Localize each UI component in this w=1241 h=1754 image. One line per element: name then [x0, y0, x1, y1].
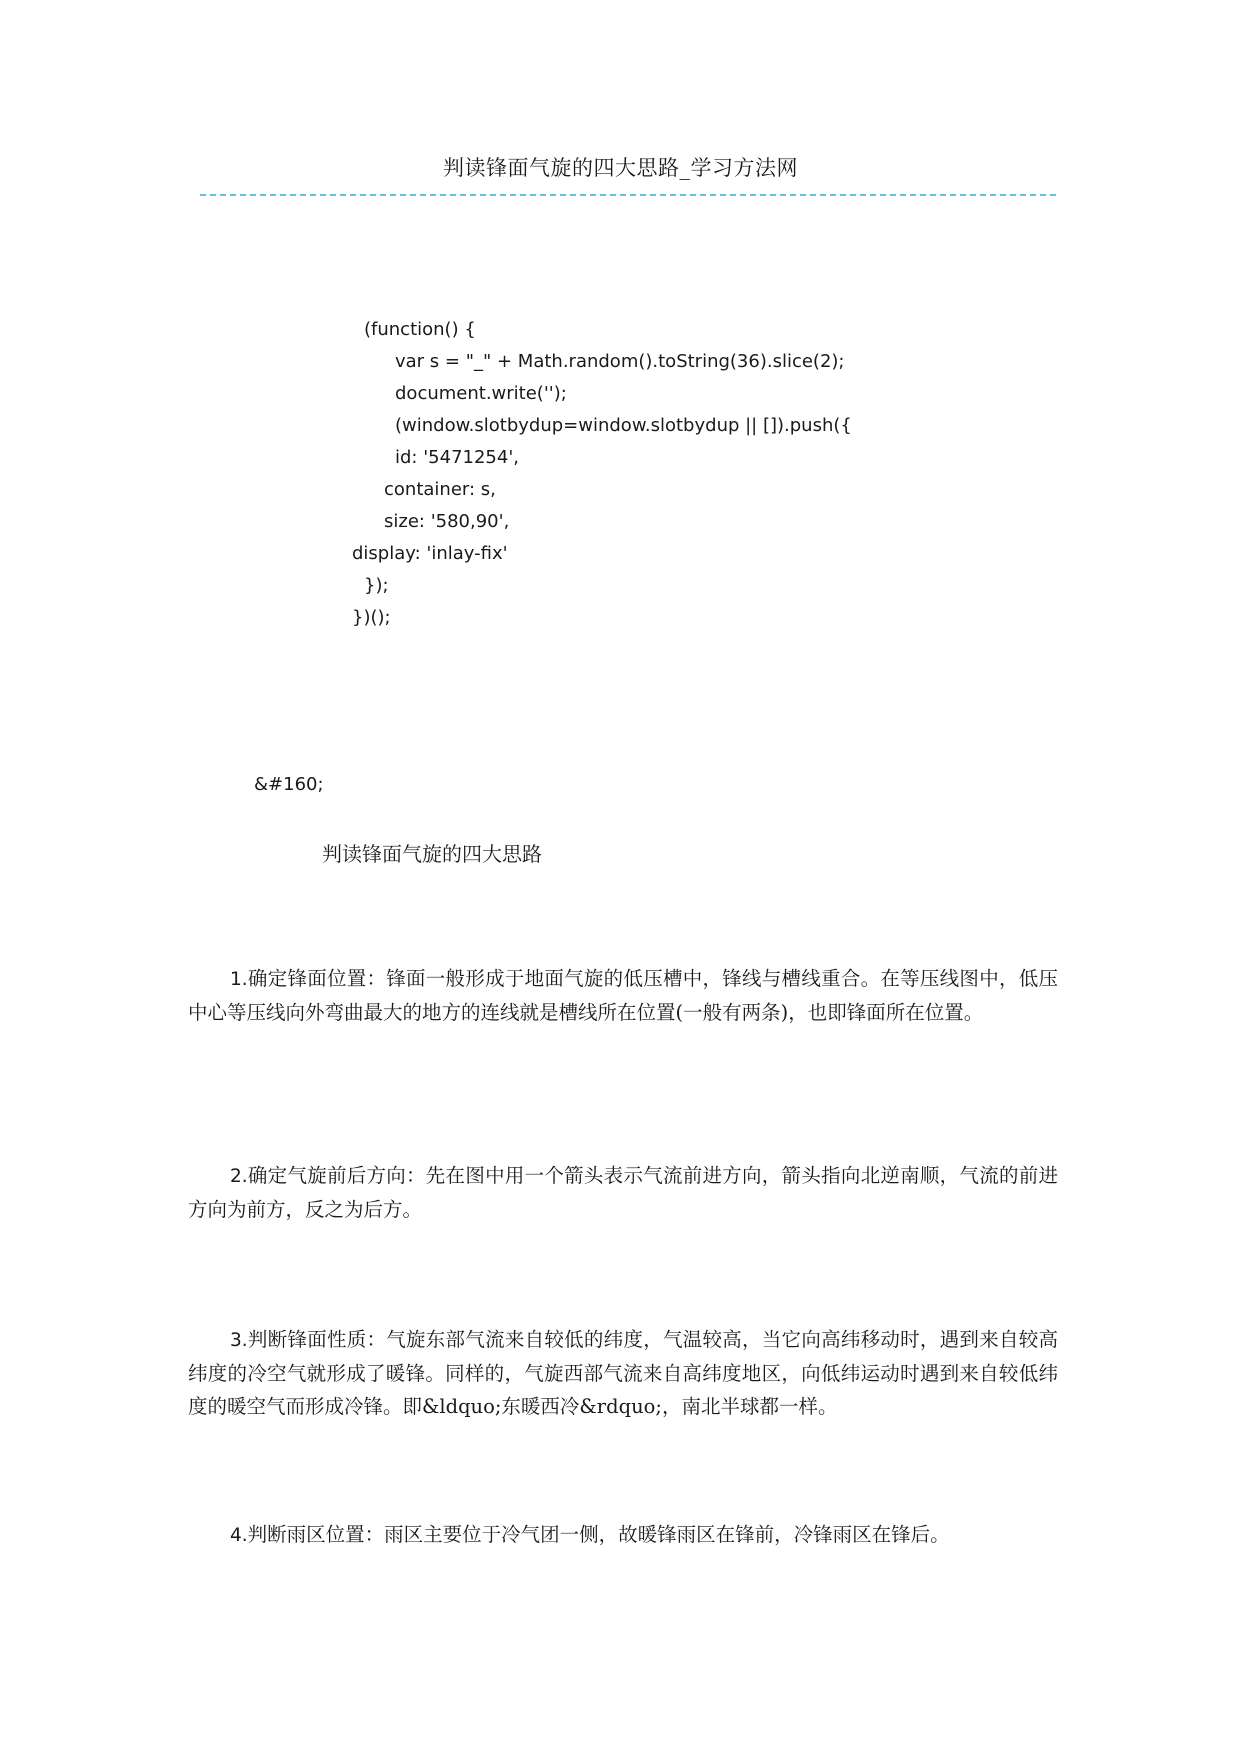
paragraph-text: 确定锋面位置：锋面一般形成于地面气旋的低压槽中，锋线与槽线重合。在等压线图中，低压中心等压线向外弯曲最大的地方的连线就是槽线所在位置(一般有两条)，也即锋面所在位置。 [188, 967, 1058, 1024]
code-line: document.write(''); [395, 383, 567, 404]
code-line: (function() { [364, 319, 476, 340]
paragraph-number: 1. [230, 969, 248, 990]
paragraph-4 [188, 1518, 1058, 1552]
code-line: display: 'inlay-fix' [352, 543, 508, 564]
code-line: var s = "_" + Math.random().toString(36).slice(2); [395, 351, 845, 372]
article-subheading: 判读锋面气旋的四大思路 [322, 842, 542, 866]
paragraph-2 [188, 1159, 1058, 1226]
code-line: id: '5471254', [395, 447, 519, 468]
code-line: size: '580,90', [384, 511, 510, 532]
paragraph-3 [188, 1323, 1058, 1423]
paragraph-number: 2. [230, 1166, 248, 1187]
code-line: (window.slotbydup=window.slotbydup || []).push({ [395, 415, 852, 436]
paragraph-text: 判断锋面性质：气旋东部气流来自较低的纬度，气温较高，当它向高纬移动时，遇到来自较高纬度的冷空气就形成了暖锋。同样的，气旋西部气流来自高纬度地区，向低纬运动时遇到来自较低纬度的暖空气而形成冷锋。即&ldquo;东暖西冷&rdquo;，南北半球都一样。 [188, 1328, 1058, 1418]
html-entity-text: &#160; [254, 774, 324, 795]
paragraph-text: 判断雨区位置：雨区主要位于冷气团一侧，故暖锋雨区在锋前，冷锋雨区在锋后。 [247, 1523, 950, 1546]
code-line: container: s, [384, 479, 496, 500]
code-line: }); [364, 575, 389, 596]
paragraph-number: 3. [230, 1330, 248, 1351]
paragraph-1 [188, 962, 1058, 1029]
code-line: })(); [352, 607, 391, 628]
paragraph-text: 确定气旋前后方向：先在图中用一个箭头表示气流前进方向，箭头指向北逆南顺，气流的前进方向为前方，反之为后方。 [188, 1164, 1058, 1221]
page-title: 判读锋面气旋的四大思路_学习方法网 [443, 156, 798, 180]
title-divider [200, 194, 1056, 196]
paragraph-number: 4. [230, 1525, 248, 1546]
